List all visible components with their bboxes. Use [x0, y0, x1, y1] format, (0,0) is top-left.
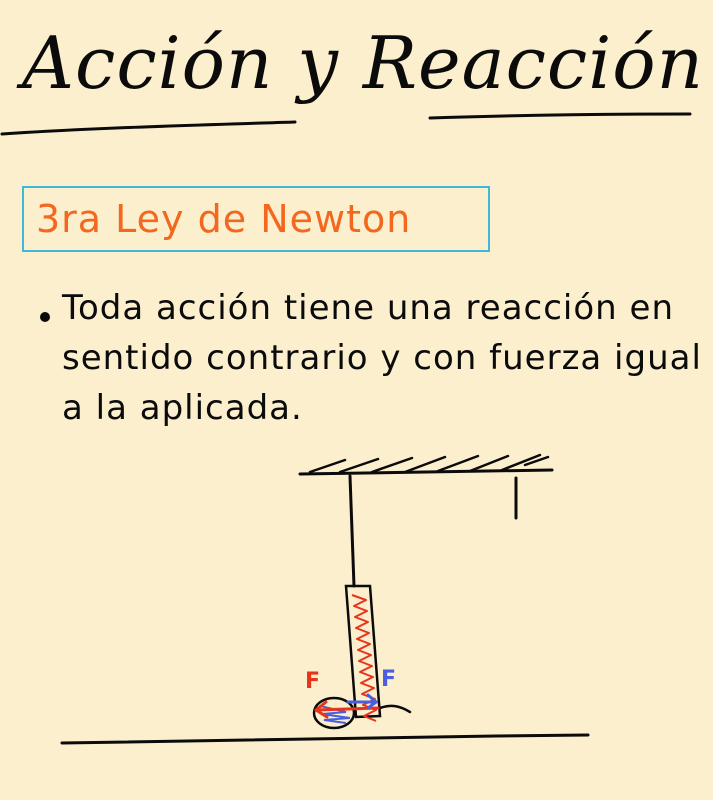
reaction-force-label: F — [381, 667, 397, 692]
subtitle: 3ra Ley de Newton — [36, 197, 412, 241]
newton-diagram — [0, 440, 713, 770]
title-underline — [0, 112, 713, 142]
underline-right — [430, 114, 690, 118]
bullet-dot-icon — [40, 312, 50, 322]
action-force-label: F — [305, 669, 321, 694]
underline-left — [2, 122, 295, 134]
ceiling-line — [300, 470, 552, 474]
bullet-text: Toda acción tiene una reacción en sentido contrario y con fuerza igual a la aplicada. — [62, 288, 702, 428]
ground-line — [62, 735, 588, 743]
hanging-rod — [350, 476, 354, 586]
contact-line — [380, 706, 410, 712]
page-title: Acción y Reacción — [22, 21, 704, 105]
